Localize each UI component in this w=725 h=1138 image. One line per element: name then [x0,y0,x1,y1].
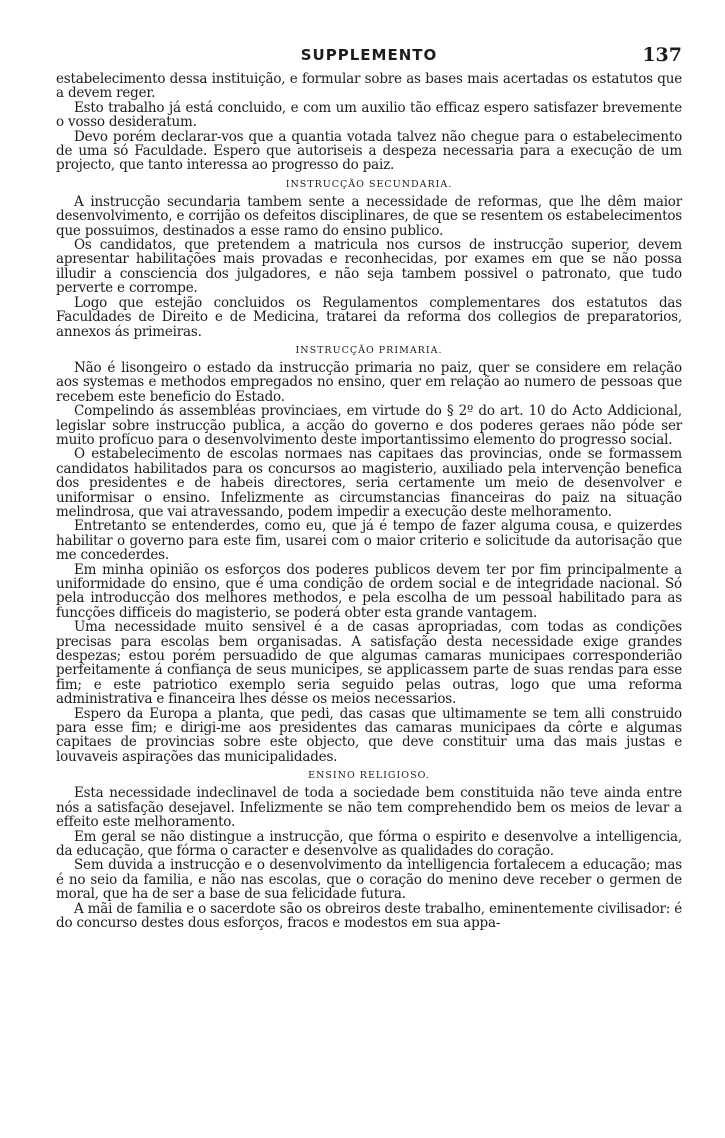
section-heading-primaria: INSTRUCÇÃO PRIMARIA. [295,344,443,356]
paragraph: O estabelecimento de escolas normaes nas capitaes das provincias, onde se formassem candidatos habilitados para os concursos ao magisterio, auxiliado pela intervenção benefica dos presidentes e de habeis directores, seria certamente um meio de desenvolver e uniformisar o ensino. Infelizmente as circumstancias financeiras do paiz na situação melindrosa, que vai atravessando, podem impedir a execução deste melhoramento. [56,446,682,520]
paragraph: Uma necessidade muito sensivel é a de casas apropriadas, com todas as condições precisas para escolas bem organisadas. A satisfação desta necessidade exige grandes despezas; estou porém persuadido de que algumas camaras municipaes corresponderião perfeitamente á confiança de seus municipes, se applicassem parte de suas rendas para esse fim; e este patriotico exemplo seria seguido pelas outras, logo que uma reforma administrativa e financeira lhes désse os meios necessarios. [56,619,682,708]
running-title: SUPPLEMENTO [300,46,438,64]
paragraph: Esto trabalho já está concluido, e com um auxilio tão efficaz espero satisfazer brevemente o vosso desideratum. [56,99,682,131]
paragraph: Devo porém declarar-vos que a quantia votada talvez não chegue para o estabelecimento de uma só Faculdade. Espero que autoriseis a despeza necessaria para a execução de um projecto, que tanto interessa ao progresso do paiz. [56,128,682,174]
document-page [56,44,682,930]
section-heading-secundaria: INSTRUCÇÃO SECUNDARIA. [285,178,453,190]
paragraph: Sem duvida a instrucção e o desenvolvimento da intelligencia fortalecem a educação; mas é no seio da familia, e não nas escolas, que o coração do menino deve receber o germen de moral, que ha de ser a base de sua felicidade futura. [56,857,682,903]
paragraph: Em minha opinião os esforços dos poderes publicos devem ter por fim principalmente a uniformidade do ensino, que é uma condição de ordem social e de integridade nacional. Só pela introducção dos melhores methodos, e pela escolha de um pessoal habilitado para as funcções difficeis do magisterio, se poderá obter esta grande vantagem. [56,561,682,621]
paragraph: Não é lisongeiro o estado da instrucção primaria no paiz, quer se considere em relação aos systemas e methodos empregados no ensino, quer em relação ao numero de pessoas que recebem este beneficio do Estado. [56,359,682,405]
paragraph: estabelecimento dessa instituição, e formular sobre as bases mais acertadas os estatutos que a devem reger. [56,71,682,102]
paragraph: Em geral se não distingue a instrucção, que fórma o espirito e desenvolve a intelligencia, da educação, que fórma o caracter e desenvolve as qualidades do coração. [56,828,682,859]
paragraph: Espero da Europa a planta, que pedi, das casas que ultimamente se tem alli construido para esse fim; e dirigi-me aos presidentes das camaras municipaes da côrte e algumas capitaes de provincias sobre este objecto, que deve constituir uma das mais justas e louvaveis aspirações das municipalidades. [56,705,682,765]
paragraph: A mãi de familia e o sacerdote são os obreiros deste trabalho, eminentemente civilisador: é do concurso destes dous esforços, fracos e modestos em sua appa- [56,900,682,931]
page-number: 137 [642,44,682,66]
paragraph: Os candidatos, que pretendem a matricula nos cursos de instrucção superior, devem apresentar habilitações mais provadas e reconhecidas, por exames em que se não possa illudir a consciencia dos julgadores, e não seja tambem possivel o patronato, que tudo perverte e corrompe. [56,237,682,297]
page-header [56,44,682,68]
paragraph: Logo que estejão concluidos os Regulamentos complementares dos estatutos das Faculdades de Direito e de Medicina, tratarei da reforma dos collegios de preparatorios, annexos ás primeiras. [56,294,682,340]
paragraph: A instrucção secundaria tambem sente a necessidade de reformas, que lhe dêm maior desenvolvimento, e corrijão os defeitos disciplinares, de que se resentem os estabelecimentos que possuimos, destinados a esse ramo do ensino publico. [56,193,682,239]
section-heading-religioso: ENSINO RELIGIOSO. [308,770,430,782]
paragraph: Esta necessidade indeclinavel de toda a sociedade bem constituida não teve ainda entre nós a satisfação desejavel. Infelizmente se não tem comprehendido bem os meios de levar a effeito este melhoramento. [56,785,682,831]
paragraph: Entretanto se entenderdes, como eu, que já é tempo de fazer alguma cousa, e quizerdes habilitar o governo para este fim, usarei com o maior criterio e solicitude da autorisação que me concederdes. [56,518,682,564]
paragraph: Compelindo ás assembléas provinciaes, em virtude do § 2º do art. 10 do Acto Addicional, legislar sobre instrucção publica, a acção do governo e dos poderes geraes não póde ser muito profícuo para o desenvolvimento deste importantissimo elemento do progresso social. [56,403,682,448]
